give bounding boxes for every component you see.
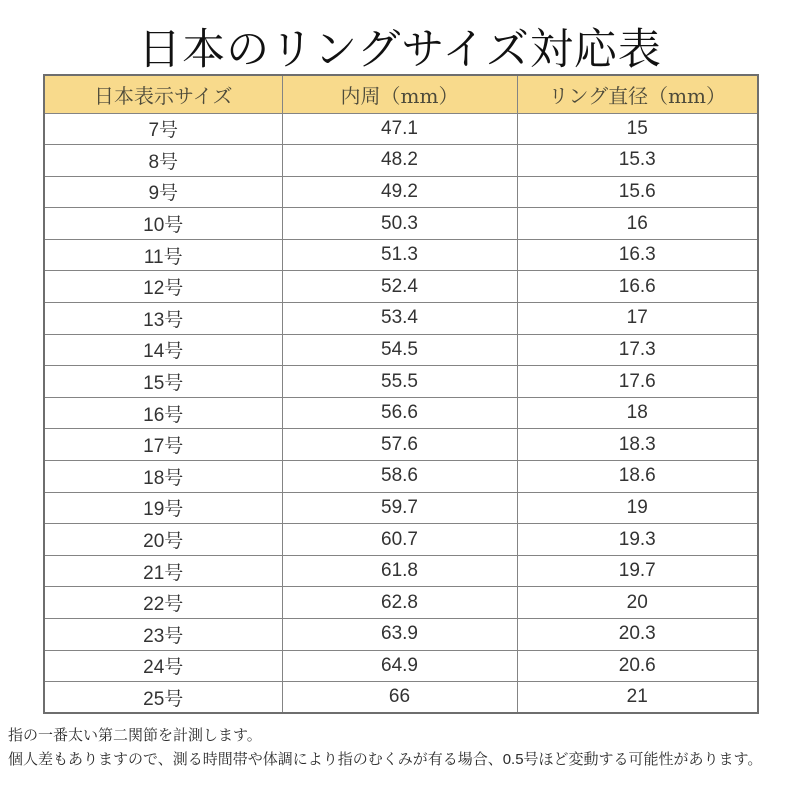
table-row xyxy=(44,587,758,619)
circumference-cell: 62.8 xyxy=(282,587,517,619)
size-cell: 13号 xyxy=(44,303,282,335)
size-cell: 14号 xyxy=(44,334,282,366)
table-row xyxy=(44,366,758,398)
column-header-japan-size: 日本表示サイズ xyxy=(44,75,282,113)
table-row xyxy=(44,113,758,145)
size-cell: 20号 xyxy=(44,524,282,556)
size-cell: 11号 xyxy=(44,239,282,271)
diameter-cell: 20 xyxy=(517,587,758,619)
size-cell: 23号 xyxy=(44,619,282,651)
size-cell: 21号 xyxy=(44,555,282,587)
column-header-inner-circumference: 内周（mm） xyxy=(282,75,517,113)
circumference-cell: 64.9 xyxy=(282,650,517,682)
diameter-cell: 20.6 xyxy=(517,650,758,682)
diameter-cell: 17 xyxy=(517,303,758,335)
diameter-cell: 19.7 xyxy=(517,555,758,587)
diameter-cell: 19.3 xyxy=(517,524,758,556)
circumference-cell: 57.6 xyxy=(282,429,517,461)
diameter-cell: 21 xyxy=(517,682,758,714)
table-row xyxy=(44,239,758,271)
diameter-cell: 17.6 xyxy=(517,366,758,398)
circumference-cell: 55.5 xyxy=(282,366,517,398)
diameter-cell: 18 xyxy=(517,397,758,429)
table-row xyxy=(44,208,758,240)
diameter-cell: 16.6 xyxy=(517,271,758,303)
size-cell: 24号 xyxy=(44,650,282,682)
circumference-cell: 48.2 xyxy=(282,145,517,177)
page-title: 日本のリングサイズ対応表 xyxy=(138,25,662,75)
footnote-measurement: 指の一番太い第二関節を計測します。 xyxy=(8,727,262,745)
size-cell: 19号 xyxy=(44,492,282,524)
diameter-cell: 16 xyxy=(517,208,758,240)
table-row xyxy=(44,650,758,682)
circumference-cell: 63.9 xyxy=(282,619,517,651)
table-header-row xyxy=(44,75,758,113)
table-row xyxy=(44,619,758,651)
diameter-cell: 20.3 xyxy=(517,619,758,651)
circumference-cell: 58.6 xyxy=(282,461,517,493)
size-cell: 12号 xyxy=(44,271,282,303)
table-row xyxy=(44,524,758,556)
size-cell: 16号 xyxy=(44,397,282,429)
footnotes xyxy=(8,724,800,772)
column-header-ring-diameter: リング直径（mm） xyxy=(517,75,758,113)
table-row xyxy=(44,555,758,587)
diameter-cell: 16.3 xyxy=(517,239,758,271)
circumference-cell: 60.7 xyxy=(282,524,517,556)
size-cell: 7号 xyxy=(44,113,282,145)
circumference-cell: 53.4 xyxy=(282,303,517,335)
ring-size-table xyxy=(43,74,759,714)
table-row xyxy=(44,334,758,366)
ring-size-table-body xyxy=(44,113,758,713)
size-cell: 22号 xyxy=(44,587,282,619)
table-row xyxy=(44,492,758,524)
circumference-cell: 66 xyxy=(282,682,517,714)
table-row xyxy=(44,145,758,177)
table-row xyxy=(44,176,758,208)
footnote-variation: 個人差もありますので、測る時間帯や体調により指のむくみが有る場合、0.5号ほど変動する可能性があります。 xyxy=(8,751,763,769)
circumference-cell: 47.1 xyxy=(282,113,517,145)
circumference-cell: 61.8 xyxy=(282,555,517,587)
diameter-cell: 19 xyxy=(517,492,758,524)
table-row xyxy=(44,429,758,461)
size-cell: 9号 xyxy=(44,176,282,208)
size-cell: 10号 xyxy=(44,208,282,240)
circumference-cell: 52.4 xyxy=(282,271,517,303)
size-cell: 8号 xyxy=(44,145,282,177)
size-cell: 25号 xyxy=(44,682,282,714)
circumference-cell: 56.6 xyxy=(282,397,517,429)
circumference-cell: 54.5 xyxy=(282,334,517,366)
circumference-cell: 59.7 xyxy=(282,492,517,524)
circumference-cell: 49.2 xyxy=(282,176,517,208)
size-cell: 15号 xyxy=(44,366,282,398)
diameter-cell: 15.3 xyxy=(517,145,758,177)
diameter-cell: 15.6 xyxy=(517,176,758,208)
diameter-cell: 17.3 xyxy=(517,334,758,366)
table-row xyxy=(44,303,758,335)
size-cell: 17号 xyxy=(44,429,282,461)
size-cell: 18号 xyxy=(44,461,282,493)
table-row xyxy=(44,271,758,303)
circumference-cell: 51.3 xyxy=(282,239,517,271)
table-row xyxy=(44,682,758,714)
diameter-cell: 15 xyxy=(517,113,758,145)
table-row xyxy=(44,397,758,429)
diameter-cell: 18.6 xyxy=(517,461,758,493)
circumference-cell: 50.3 xyxy=(282,208,517,240)
table-row xyxy=(44,461,758,493)
diameter-cell: 18.3 xyxy=(517,429,758,461)
